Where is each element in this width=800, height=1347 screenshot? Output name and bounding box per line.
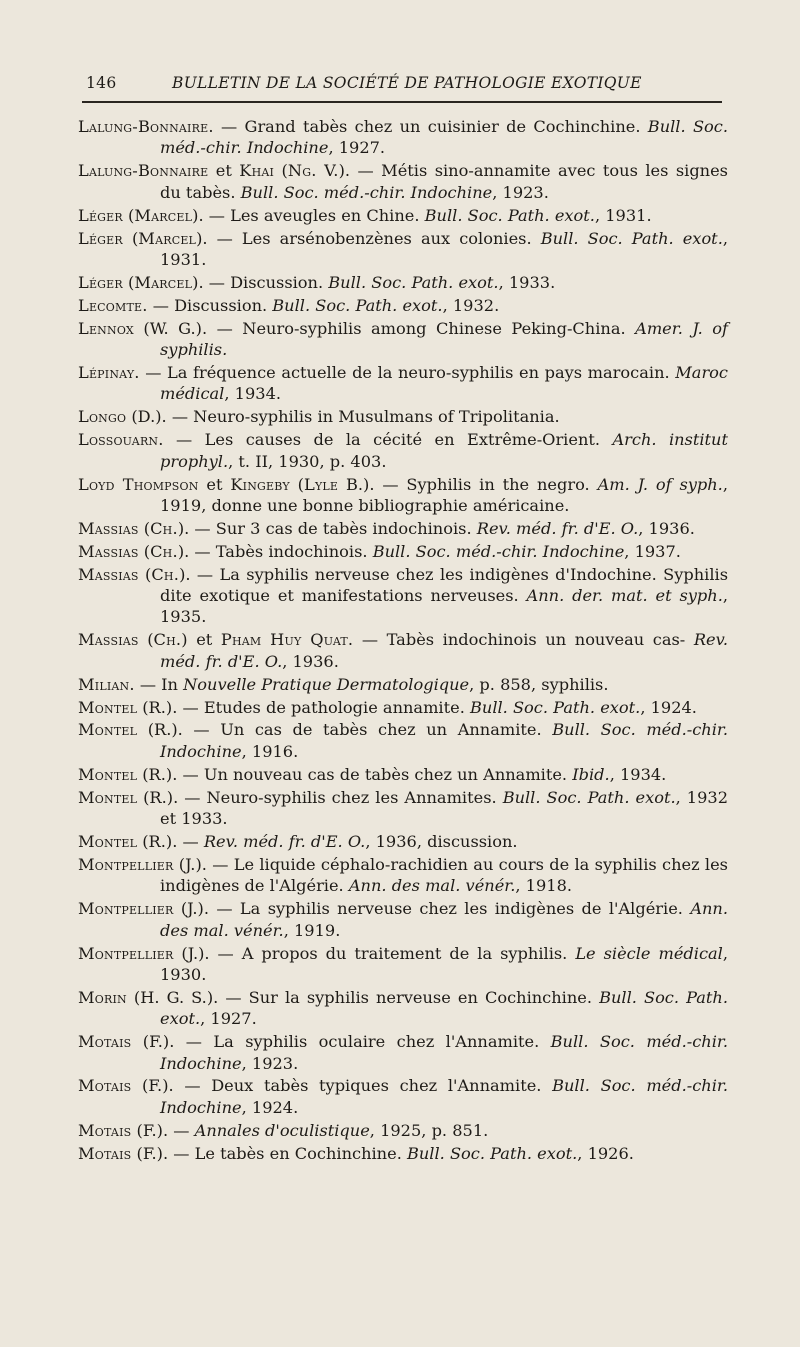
bibliography-entry — [78, 987, 728, 1030]
author-name: Pham Huy Quat. — [220, 630, 354, 650]
author-name: Longo — [78, 407, 127, 427]
bibliography-entry — [78, 764, 728, 785]
entry-text: — Tabès indochinois un nouveau cas- — [353, 630, 694, 650]
bibliography-entry — [78, 272, 728, 293]
bibliography-entry — [78, 205, 728, 226]
bibliography-entry — [78, 854, 728, 897]
entry-text: — Grand tabès chez un cuisinier de Cochinchine. — [213, 117, 648, 136]
bibliography-entry — [78, 898, 728, 941]
entry-text: ( — [138, 541, 151, 561]
bibliography-entry — [78, 295, 728, 316]
entry-text: , 1930. — [160, 943, 729, 984]
entry-text: , 1931. — [594, 205, 652, 225]
entry-text: , 1916. — [241, 741, 299, 761]
bibliography-entry — [78, 719, 728, 762]
author-name: Montpellier — [78, 943, 174, 963]
bibliography-entry — [78, 629, 728, 672]
running-title: BULLETIN DE LA SOCIÉTÉ DE PATHOLOGIE EXOTIQUE — [172, 74, 642, 92]
entry-text: ). — La syphilis nerveuse chez les indigènes d'Indochine. Syphilis dite exotique et manifestations nerveuses. — [160, 564, 728, 606]
author-name: Montel — [78, 764, 138, 784]
entry-text: ( — [138, 564, 152, 584]
entry-text: (F.). — — [131, 1120, 195, 1140]
journal-title: Bull. Soc. méd.-chir. Indochine — [240, 182, 493, 202]
bibliography-entry — [78, 362, 728, 405]
entry-text: et — [208, 161, 240, 181]
author-name: Lecomte. — [78, 295, 148, 315]
author-name: Ch. — [150, 518, 178, 538]
journal-title: Bull. Soc. Path. exot. — [160, 987, 728, 1029]
author-name: Motais — [78, 1076, 132, 1096]
author-name: Marcel — [134, 205, 193, 225]
entry-text: (R.). — Un nouveau cas de tabès chez un Annamite. — [137, 764, 573, 784]
entry-text: , 1919. — [283, 920, 341, 940]
journal-title: Bull. Soc. méd.-chir. Indochine — [372, 541, 625, 561]
entry-text: , 1925, p. 851. — [369, 1120, 489, 1140]
author-name: Motais — [78, 1143, 132, 1163]
journal-title: Bull. Soc. méd.-chir. Indochine — [160, 117, 728, 158]
entry-text: (R.). — — [137, 832, 204, 851]
author-name: Massias — [78, 564, 139, 584]
bibliography-entry — [78, 160, 728, 203]
header-rule — [82, 101, 722, 103]
journal-title: Ann. der. mat. et syph. — [526, 586, 723, 606]
journal-title: Maroc médical — [160, 362, 728, 404]
bibliography-entry — [78, 697, 728, 718]
entry-text: (F.). — Deux tabès typiques chez l'Annamite. — [131, 1076, 553, 1096]
author-name: Motais — [78, 1032, 132, 1052]
entry-text: , 1932. — [442, 295, 500, 315]
journal-title: Bull. Soc. Path. exot. — [540, 228, 723, 248]
author-name: Lépinay. — [78, 362, 140, 382]
entry-text: , 1924. — [640, 697, 697, 717]
author-name: Marcel — [134, 272, 193, 292]
entry-text: , 1931. — [160, 228, 728, 269]
author-name: Milian. — [78, 674, 135, 694]
journal-title: Bull. Soc. méd.-chir. Indochine — [160, 1032, 728, 1073]
entry-text: ). — Métis sino-annamite avec tous les signes du tabès. — [160, 161, 728, 202]
entry-text: (R.). — Neuro-syphilis chez les Annamites. — [137, 787, 503, 807]
bibliography-entry — [78, 1075, 728, 1118]
entry-text: , 1936. — [638, 518, 695, 538]
journal-title: Bull. Soc. méd.-chir. Indochine — [160, 720, 728, 761]
bibliography-entry — [78, 541, 728, 562]
journal-title: Bull. Soc. Path. exot. — [502, 787, 676, 807]
entry-text: ). — Tabès indochinois. — [177, 541, 373, 561]
author-name: Lalung-Bonnaire — [78, 161, 209, 181]
entry-text: et — [198, 474, 231, 494]
entry-text: ( — [138, 630, 154, 650]
entry-text: , t. II, 1930, p. 403. — [228, 451, 387, 471]
journal-title: Bull. Soc. Path. exot. — [470, 697, 641, 717]
author-name: Ch. — [150, 541, 178, 561]
journal-title: Bull. Soc. Path. exot. — [328, 272, 499, 292]
bibliography-entry — [78, 228, 728, 271]
author-name: Lalung-Bonnaire. — [78, 117, 214, 136]
journal-title: Ibid. — [572, 764, 610, 784]
bibliography-entry — [78, 429, 728, 472]
author-name: Massias — [78, 541, 139, 561]
entry-text: , 1935. — [160, 586, 728, 627]
bibliography-entry — [78, 943, 728, 986]
bibliography-entry — [78, 116, 728, 159]
bibliography-entry — [78, 1120, 728, 1141]
author-name: Ch. — [151, 564, 180, 584]
entry-text: , 1923. — [492, 182, 549, 202]
author-name: Massias — [78, 518, 139, 538]
author-name: Khai — [239, 161, 275, 181]
author-name: Léger — [78, 272, 123, 292]
entry-text: ( — [274, 161, 288, 181]
author-name: Lennox — [78, 318, 134, 338]
author-name: Motais — [78, 1120, 132, 1140]
entry-text: — In — [134, 674, 184, 694]
journal-title: Le siècle médical — [575, 943, 723, 963]
entry-text: , 1926. — [577, 1143, 634, 1163]
entry-text: , 1919, donne une bonne bibliographie américaine. — [160, 474, 728, 515]
author-name: Montel — [78, 697, 138, 717]
entry-text: — Les causes de la cécité en Extrême-Orient. — [163, 430, 613, 450]
journal-title: Ann. des mal. vénér. — [160, 899, 728, 940]
entry-text: B.). — Syphilis in the negro. — [338, 474, 598, 494]
journal-title: Rev. méd. fr. d'E. O. — [203, 832, 366, 851]
entry-text: ( — [138, 518, 151, 538]
entry-text: , 1933. — [498, 272, 556, 292]
entry-text: ( — [122, 205, 135, 225]
bibliography-entry — [78, 474, 728, 517]
entry-text: ) et — [181, 630, 221, 650]
journal-title: Am. J. of syph. — [597, 474, 723, 494]
bibliography-entry — [78, 406, 728, 427]
entry-text: , 1932 et 1933. — [160, 787, 728, 829]
entry-text: , 1934. — [224, 384, 282, 404]
journal-title: Bull. Soc. Path. exot. — [272, 295, 443, 315]
author-name: Ch. — [153, 630, 182, 650]
bibliography-entry — [78, 318, 728, 361]
entry-text: , 1937. — [624, 541, 681, 561]
entry-text: , 1924. — [241, 1097, 299, 1117]
author-name: Kingeby — [230, 474, 290, 494]
entry-text: (J.). — La syphilis nerveuse chez les indigènes de l'Algérie. — [173, 899, 691, 919]
bibliography-entry — [78, 518, 728, 539]
entry-text: (W. G.). — Neuro-syphilis among Chinese Peking-China. — [133, 318, 636, 338]
entry-text: (F.). — La syphilis oculaire chez l'Annamite. — [131, 1032, 551, 1052]
author-name: Lyle — [304, 474, 339, 494]
entry-text: ). — Discussion. — [192, 272, 329, 292]
entry-text: (F.). — Le tabès en Cochinchine. — [131, 1143, 407, 1163]
bibliography-entry — [78, 1031, 728, 1074]
author-name: Léger — [78, 228, 123, 248]
entry-text: (R.). — Etudes de pathologie annamite. — [137, 697, 470, 717]
author-name: Montel — [78, 787, 138, 807]
author-name: Montpellier — [78, 854, 174, 874]
journal-title: Amer. J. of syphilis. — [160, 318, 728, 360]
author-name: Loyd Thompson — [78, 474, 199, 494]
entry-text: ). — Les arsénobenzènes aux colonies. — [196, 228, 541, 248]
entry-text: ( — [122, 272, 135, 292]
bibliography-entry — [78, 564, 728, 628]
entry-text: , p. 858, syphilis. — [469, 674, 609, 694]
entry-text: (H. G. S.). — Sur la syphilis nerveuse en Cochinchine. — [126, 987, 600, 1007]
entry-text: (R.). — Un cas de tabès chez un Annamite. — [137, 720, 553, 740]
author-name: Ng. V. — [287, 161, 339, 181]
entry-text: , 1923. — [241, 1053, 299, 1073]
journal-title: Bull. Soc. méd.-chir. Indochine — [160, 1076, 728, 1117]
journal-title: Bull. Soc. Path. exot. — [406, 1143, 578, 1163]
entry-text: , 1936, discussion. — [365, 832, 518, 851]
entry-text: (D.). — Neuro-syphilis in Musulmans of Tripolitania. — [126, 407, 560, 427]
entry-text: ( — [122, 228, 139, 248]
entry-text: , 1934. — [609, 764, 667, 784]
author-name: Marcel — [138, 228, 197, 248]
journal-title: Rev. méd. fr. d'E. O. — [476, 518, 639, 538]
author-name: Léger — [78, 205, 123, 225]
entry-text: (J.). — A propos du traitement de la syphilis. — [173, 943, 576, 963]
entry-text: — La fréquence actuelle de la neuro-syphilis en pays marocain. — [139, 362, 676, 382]
bibliography-entry — [78, 831, 728, 852]
entry-text: , 1936. — [282, 651, 339, 671]
entry-text: ). — Sur 3 cas de tabès indochinois. — [177, 518, 477, 538]
author-name: Massias — [78, 630, 139, 650]
journal-title: Ann. des mal. vénér. — [348, 876, 516, 896]
entry-text: ( — [289, 474, 304, 494]
entry-text: ). — Les aveugles en Chine. — [192, 205, 425, 225]
journal-title: Nouvelle Pratique Dermatologique — [183, 674, 470, 694]
journal-title: Annales d'oculistique — [194, 1120, 370, 1140]
entry-text: , 1918. — [515, 876, 573, 896]
entry-text: , 1927. — [328, 138, 386, 158]
author-name: Montel — [78, 720, 138, 740]
journal-title: Arch. institut prophyl. — [160, 430, 728, 471]
journal-title: Rev. méd. fr. d'E. O. — [160, 630, 728, 671]
page-number: 146 — [86, 74, 117, 92]
author-name: Lossouarn. — [78, 430, 164, 450]
journal-title: Bull. Soc. Path. exot. — [424, 205, 595, 225]
page-header — [86, 74, 726, 102]
author-name: Montel — [78, 832, 138, 851]
entry-text: (J.). — Le liquide céphalo-rachidien au cours de la syphilis chez les indigènes de l'Algérie. — [160, 854, 728, 896]
entry-text: , 1927. — [200, 1009, 257, 1029]
bibliography-entry — [78, 1143, 728, 1164]
bibliography-list — [78, 116, 728, 1166]
author-name: Morin — [78, 987, 127, 1007]
bibliography-entry — [78, 787, 728, 830]
entry-text: — Discussion. — [147, 295, 273, 315]
bibliography-entry — [78, 674, 728, 695]
author-name: Montpellier — [78, 899, 174, 919]
